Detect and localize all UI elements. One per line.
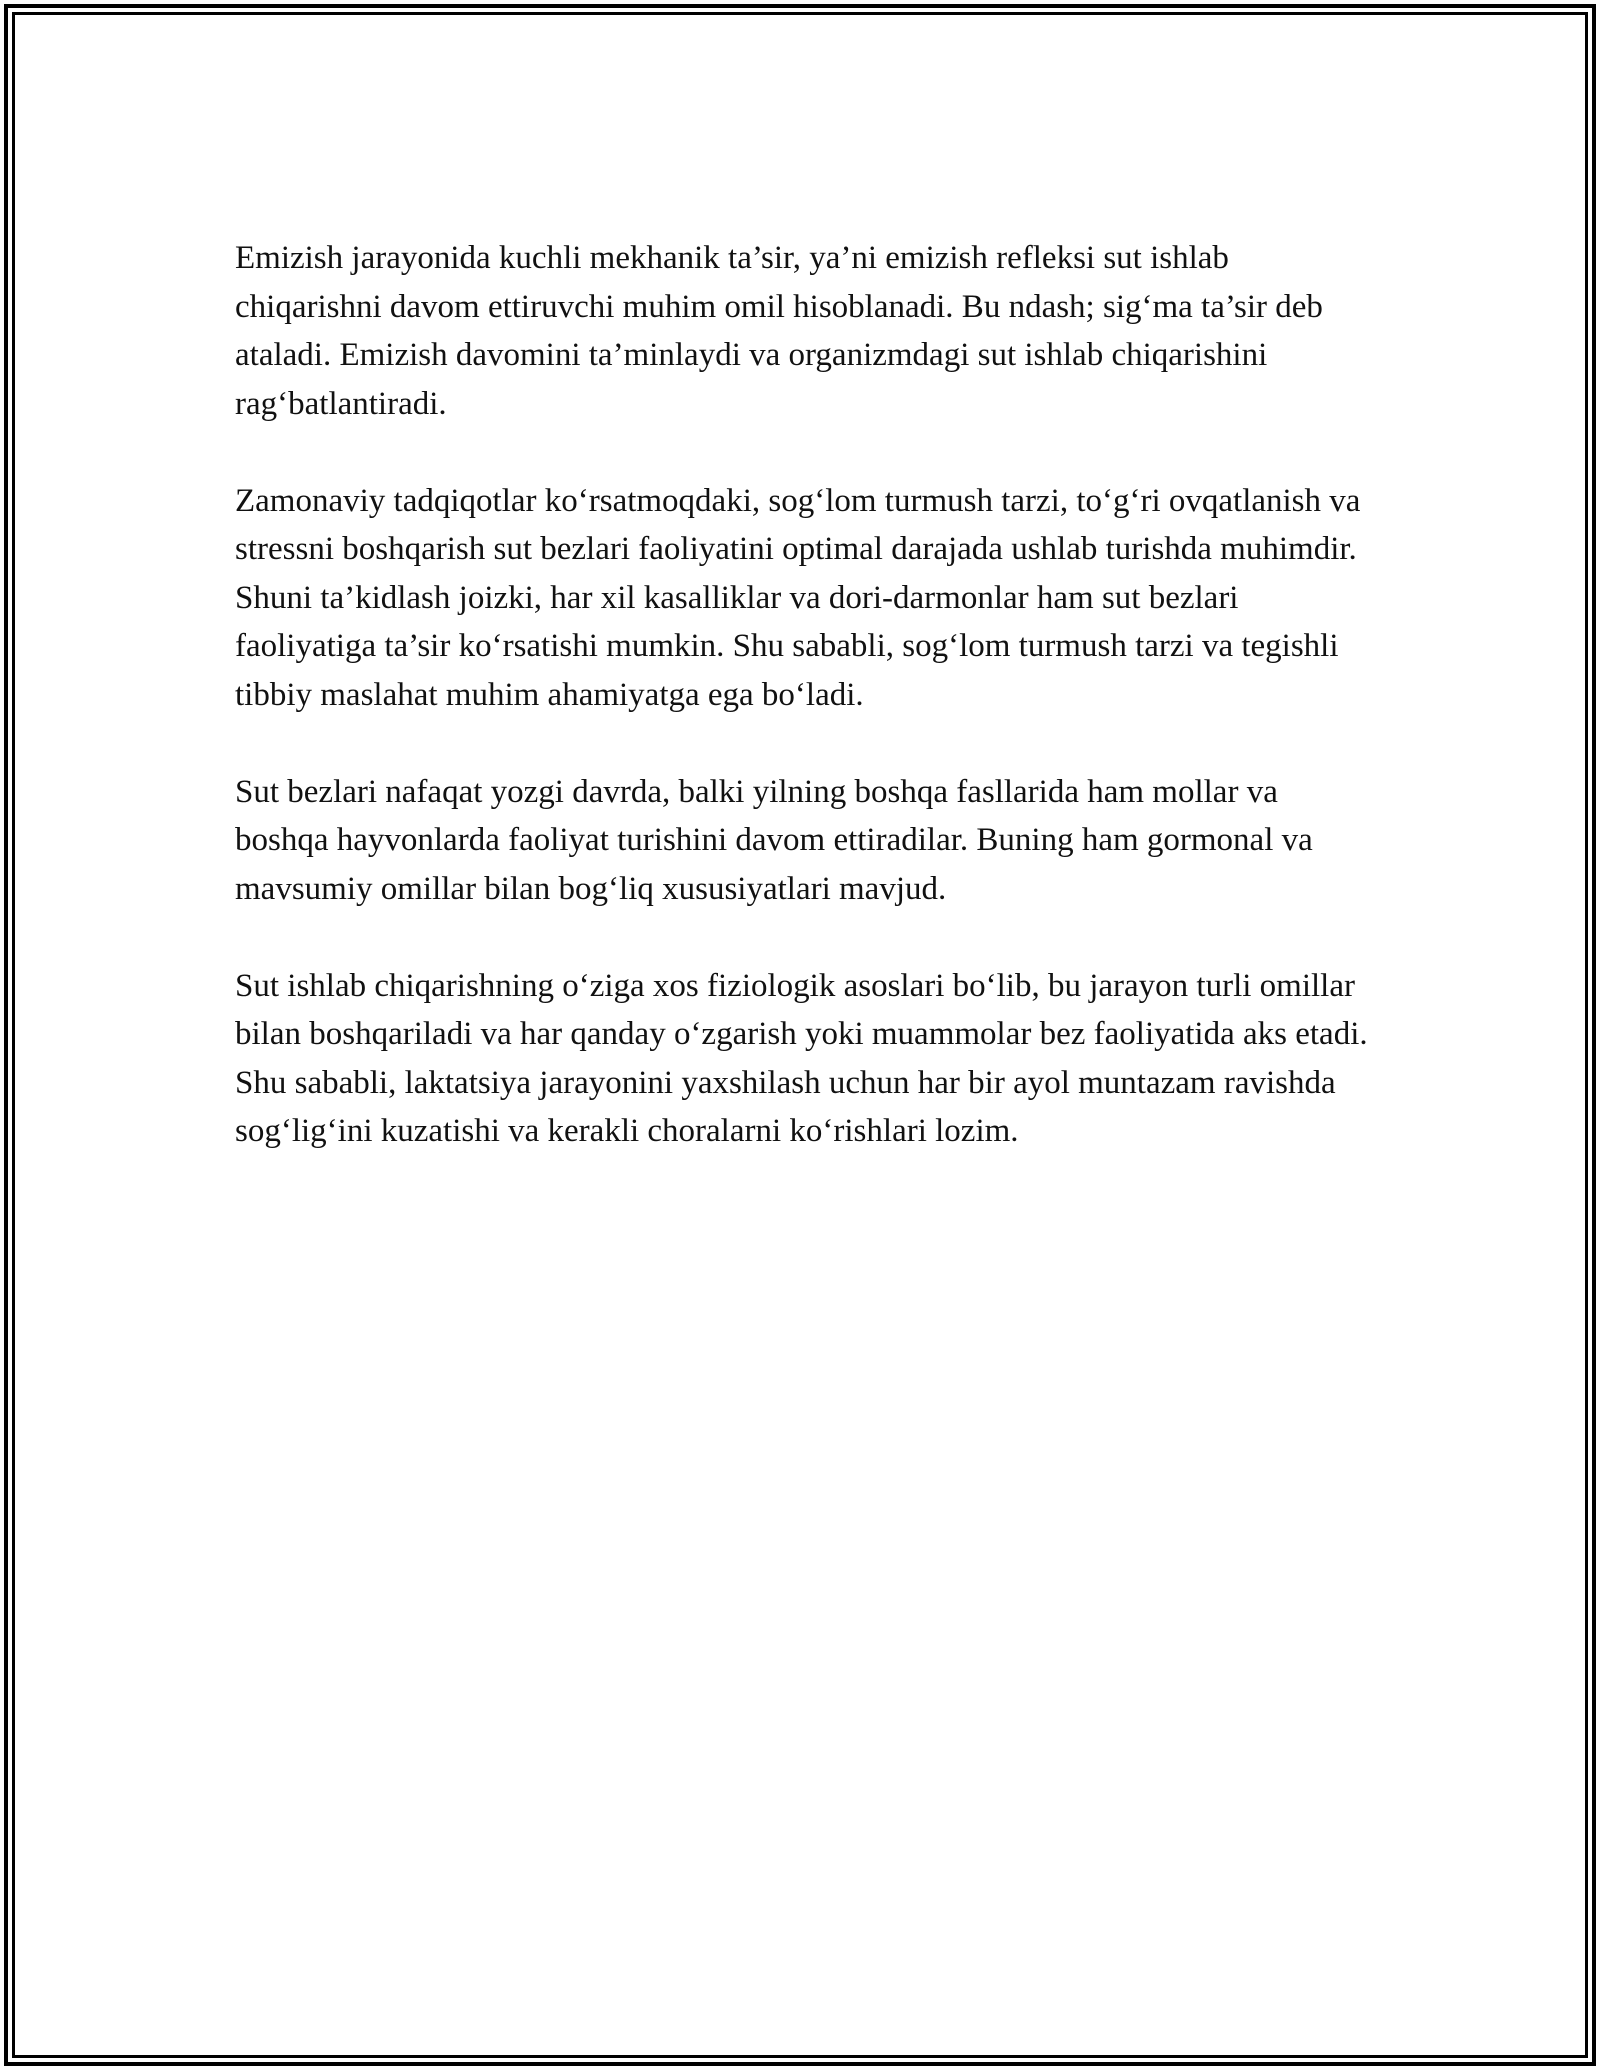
paragraph-4: Sut ishlab chiqarishning o‘ziga xos fiziologik asoslari bo‘lib, bu jarayon turli omillar bilan boshqariladi va har qanday o‘zgarish yoki muammolar bez faoliyatida aks etadi. Shu sababli, laktatsiya jarayonini yaxshilash uchun har bir ayol muntazam ravishda sog‘lig‘ini kuzatishi va kerakli choralarni ko‘rishlari lozim. [235,967,1368,1149]
paragraph-1: Emizish jarayonida kuchli mekhanik ta’sir, ya’ni emizish refleksi sut ishlab chiqarishni davom ettiruvchi muhim omil hisoblanadi. Bu ndash; sig‘ma ta’sir deb ataladi. Emizish davomini ta’minlaydi va organizmdagi sut ishlab chiqarishini rag‘batlantiradi. [235,240,1323,422]
paragraph-3: Sut bezlari nafaqat yozgi davrda, balki yilning boshqa fasllarida ham mollar va boshqa hayvonlarda faoliyat turishini davom ettiradilar. Buning ham gormonal va mavsumiy omillar bilan bog‘liq xususiyatlari mavjud. [235,773,1313,907]
paragraph-2: Zamonaviy tadqiqotlar ko‘rsatmoqdaki, sog‘lom turmush tarzi, to‘g‘ri ovqatlanish va stressni boshqarish sut bezlari faoliyatini optimal darajada ushlab turishda muhimdir. Shuni ta’kidlash joizki, har xil kasalliklar va dori-darmonlar ham sut bezlari faoliyatiga ta’sir ko‘rsatishi mumkin. Shu sababli, sog‘lom turmush tarzi va tegishli tibbiy maslahat muhim ahamiyatga ega bo‘ladi. [235,482,1361,713]
document-body [235,234,1375,1204]
